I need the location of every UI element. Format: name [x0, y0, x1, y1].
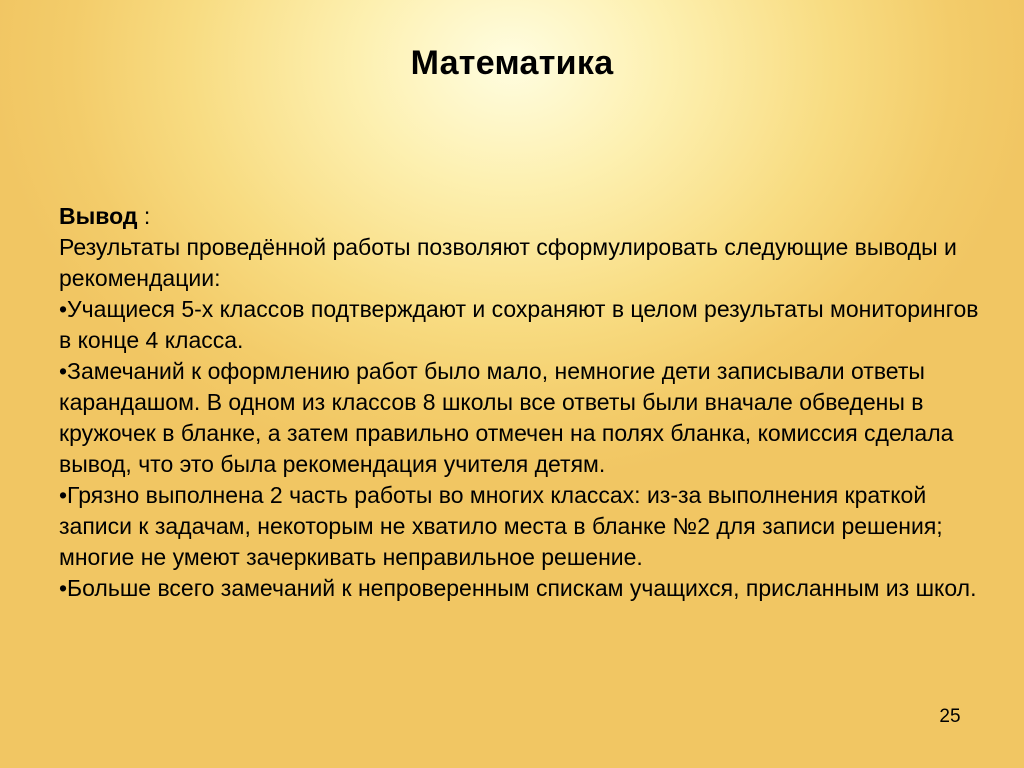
intro-paragraph: Результаты проведённой работы позволяют сформулировать следующие выводы и рекомендации: [59, 234, 957, 291]
conclusion-label: Вывод [59, 203, 138, 229]
slide-body [59, 201, 989, 604]
slide-number: 25 [939, 706, 961, 727]
bullet-item: •Учащиеся 5-х классов подтверждают и сохраняют в целом результаты мониторингов в конце 4 класса. [59, 296, 979, 353]
conclusion-heading [59, 201, 989, 232]
slide-title: Математика [410, 44, 614, 82]
bullet-item: •Грязно выполнена 2 часть работы во многих классах: из-за выполнения краткой записи к задачам, некоторым не хватило места в бланке №2 для записи решения; многие не умеют зачеркивать неправильное решение. [59, 482, 943, 570]
bullet-item: •Замечаний к оформлению работ было мало, немногие дети записывали ответы карандашом. В одном из классов 8 школы все ответы были вначале обведены в кружочек в бланке, а затем правильно отмечен на полях бланка, комиссия сделала вывод, что это была рекомендация учителя детям. [59, 358, 954, 477]
conclusion-suffix: : [137, 203, 151, 229]
bullet-item: •Больше всего замечаний к непроверенным спискам учащихся, присланным из школ. [59, 575, 977, 601]
